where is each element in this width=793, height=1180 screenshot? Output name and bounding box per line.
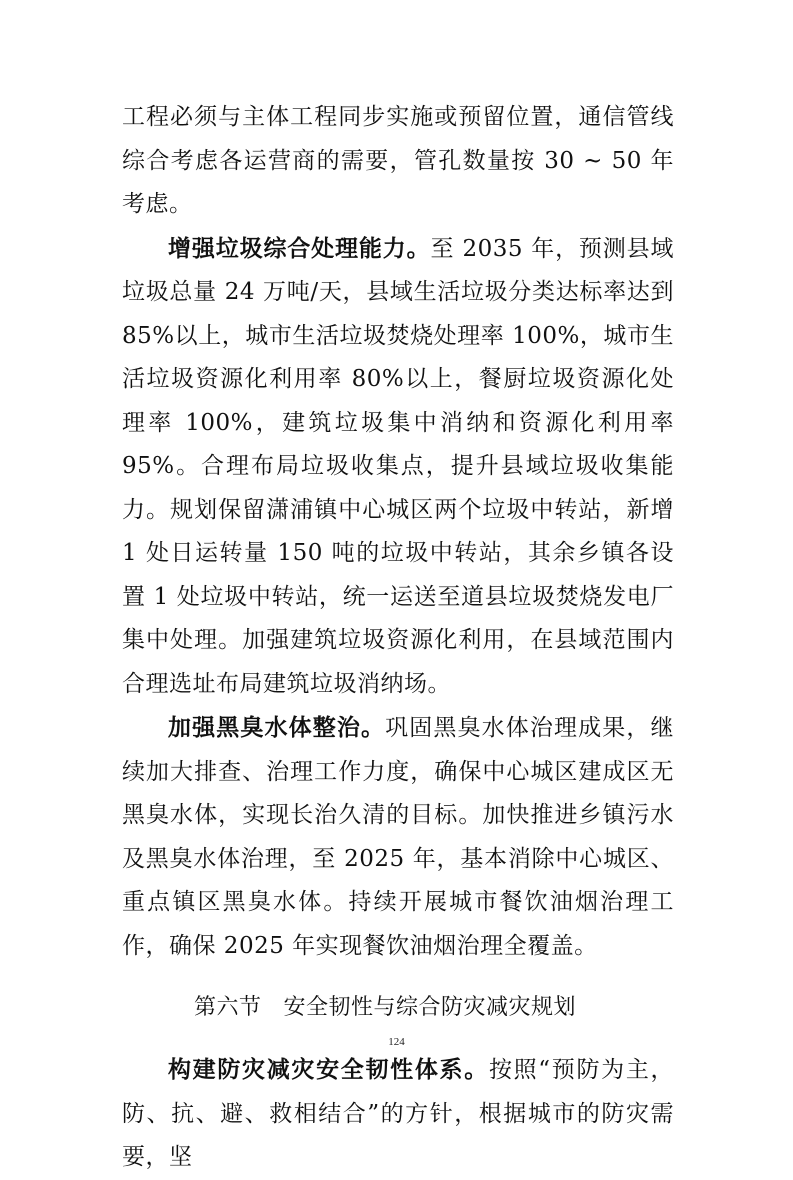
- section-number: 第六节: [194, 995, 262, 1020]
- paragraph-garbage-text: 至 2035 年，预测县域垃圾总量 24 万吨/天，县域生活垃圾分类达标率达到 85%以上，城市生活垃圾焚烧处理率 100%，城市生活垃圾资源化利用率 80%以上，餐厨垃圾资源化处理率 100%，建筑垃圾集中消纳和资源化利用率 95%。合理布局垃圾收集点，提升县域垃圾收集能力。规划保留潇浦镇中心城区两个垃圾中转站，新增 1 处日运转量 150 吨的垃圾中转站，其余乡镇各设置 1 处垃圾中转站，统一运送至道县垃圾焚烧发电厂集中处理。加强建筑垃圾资源化利用，在县域范围内合理选址布局建筑垃圾消纳场。: [122, 235, 675, 697]
- section-title: 安全韧性与综合防灾减灾规划: [283, 995, 577, 1020]
- paragraph-garbage-lead: 增强垃圾综合处理能力。: [168, 234, 431, 262]
- page-number: 124: [388, 1036, 405, 1048]
- paragraph-disaster-prevention: [122, 1048, 674, 1180]
- paragraph-disaster-prevention-lead: 构建防灾减灾安全韧性体系。: [168, 1056, 489, 1083]
- document-body: [122, 96, 674, 1180]
- paragraph-disaster-prevention-text: 按照“预防为主，防、抗、避、救相结合”的方针，根据城市的防灾需要，坚: [122, 1057, 675, 1170]
- paragraph-garbage: [122, 227, 674, 707]
- section-heading: [122, 992, 674, 1024]
- paragraph-black-water: [122, 706, 674, 968]
- paragraph-black-water-text: 巩固黑臭水体治理成果，继续加大排查、治理工作力度，确保中心城区建成区无黑臭水体，实现长治久清的目标。加快推进乡镇污水及黑臭水体治理，至 2025 年，基本消除中心城区、重点镇区黑臭水体。持续开展城市餐饮油烟治理工作，确保 2025 年实现餐饮油烟治理全覆盖。: [122, 715, 674, 959]
- paragraph-black-water-lead: 加强黑臭水体整治。: [168, 714, 386, 741]
- paragraph-telecom-text: 工程必须与主体工程同步实施或预留位置，通信管线综合考虑各运营商的需要，管孔数量按 30 ~ 50 年考虑。: [122, 104, 674, 217]
- paragraph-telecom: [122, 96, 674, 227]
